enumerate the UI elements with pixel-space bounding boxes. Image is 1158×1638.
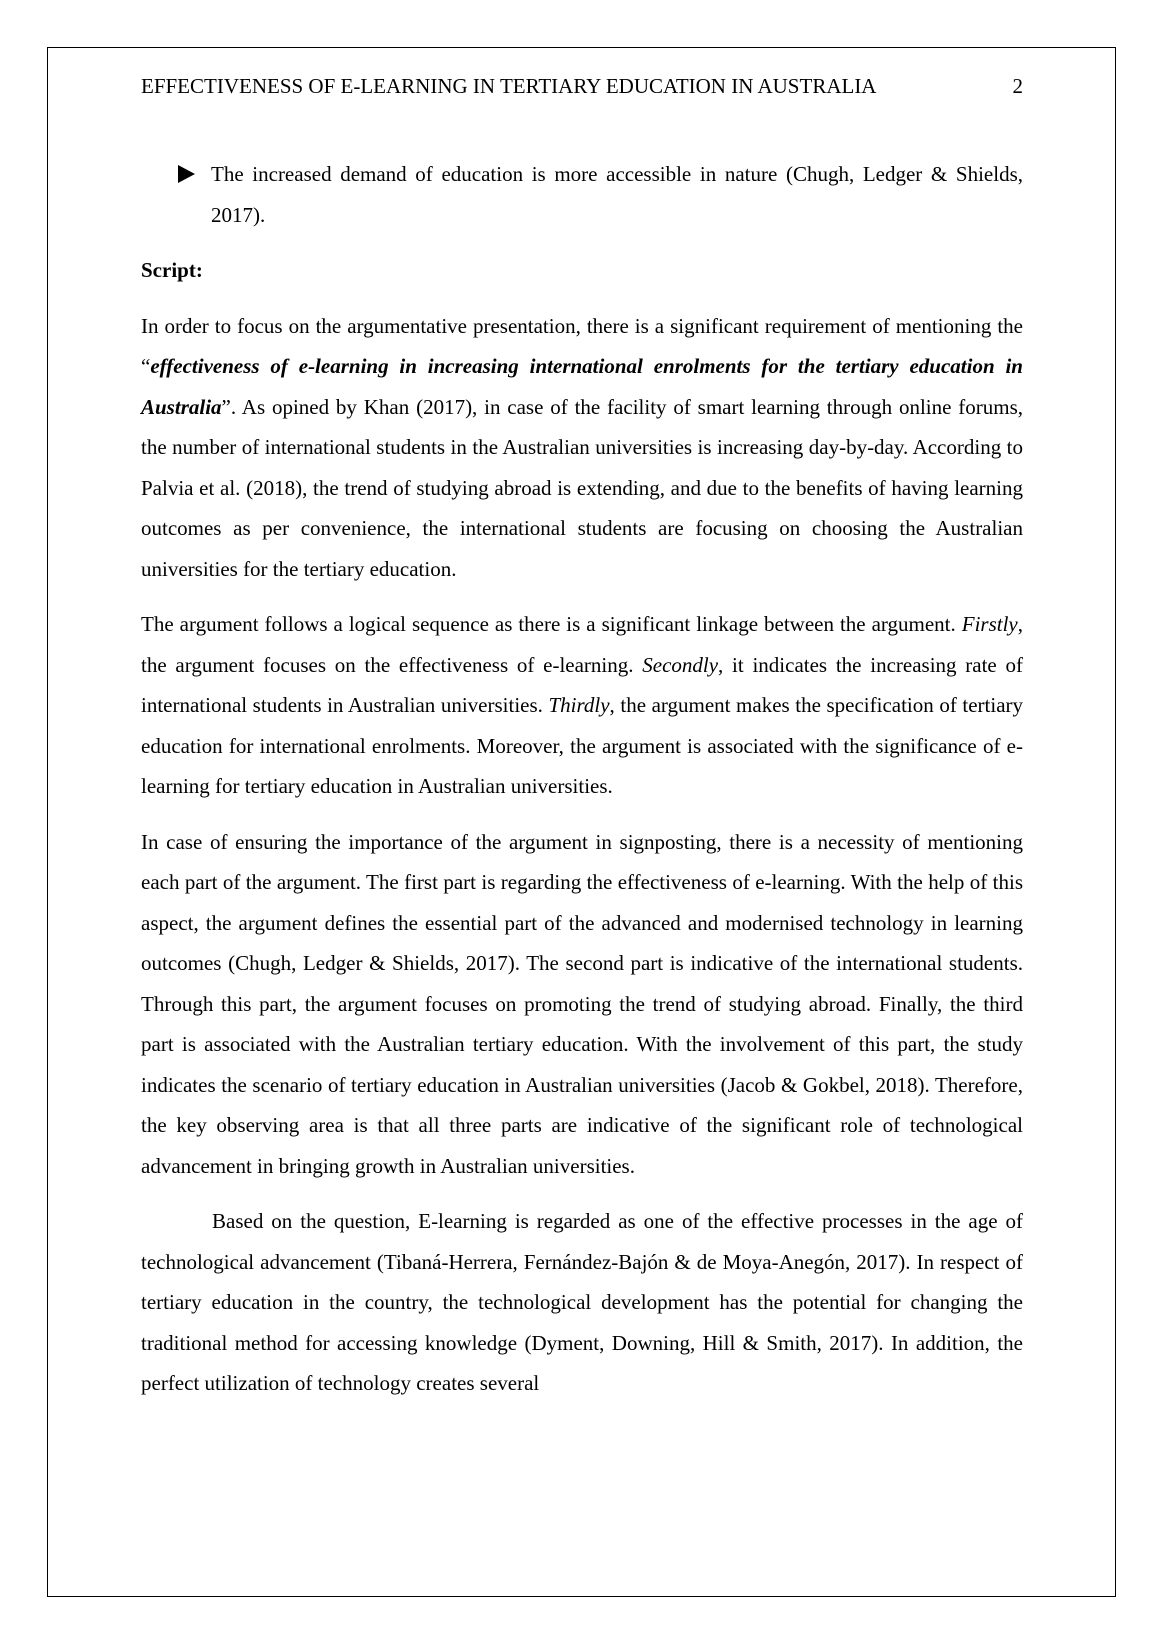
script-heading: Script: <box>141 258 203 282</box>
para2-text-g: , the argument makes the specification of tertiary education for international enrolments. Moreover, the argument is associated with the significance of e-learning for tertiary education in Australian universities. <box>141 693 1024 798</box>
para2-firstly: Firstly <box>961 612 1018 636</box>
paragraph-4: Based on the question, E-learning is regarded as one of the effective processes in the age of technological advancement (Tibaná-Herrera, Fernández-Bajón & de Moya-Anegón, 2017). In respect of tertiary education in the country, the technological development has the potential for changing the traditional method for accessing knowledge (Dyment, Downing, Hill & Smith, 2017). In addition, the perfect utilization of technology creates several <box>141 1209 1023 1395</box>
para1-text-c: ”. As opined by Khan (2017), in case of the facility of smart learning through online forums, the number of international students in the Australian universities is increasing day-by-day. According to Palvia et al. (2018), the trend of studying abroad is extending, and due to the benefits of having learning outcomes as per convenience, the international students are focusing on choosing the Australian universities for the tertiary education. <box>141 394 1023 581</box>
bullet-item <box>141 154 1023 235</box>
arrow-bullet-icon <box>141 154 211 235</box>
paragraph-1 <box>141 306 1023 590</box>
header-title: EFFECTIVENESS OF E-LEARNING IN TERTIARY EDUCATION IN AUSTRALIA <box>141 74 877 98</box>
paragraph-3: In case of ensuring the importance of the argument in signposting, there is a necessity of mentioning each part of the argument. The first part is regarding the effectiveness of e-learning. With the help of this aspect, the argument defines the essential part of the advanced and modernised technology in learning outcomes (Chugh, Ledger & Shields, 2017). The second part is indicative of the international students. Through this part, the argument focuses on promoting the trend of studying abroad. Finally, the third part is associated with the Australian tertiary education. With the involvement of this part, the study indicates the scenario of tertiary education in Australian universities (Jacob & Gokbel, 2018). Therefore, the key observing area is that all three parts are indicative of the significant role of technological advancement in bringing growth in Australian universities. <box>141 829 1023 1178</box>
document-body <box>141 66 1023 1419</box>
bullet-text: The increased demand of education is more accessible in nature (Chugh, Ledger & Shields, 2017). <box>211 162 1023 227</box>
paragraph-2 <box>141 604 1023 807</box>
page-number: 2 <box>1012 74 1023 98</box>
para2-secondly: Secondly <box>642 652 719 677</box>
para2-text-e: , it indicates the increasing rate of international students in Australian universities. <box>141 652 1023 717</box>
para2-text-a: The argument follows a logical sequence as there is a significant linkage between the argument. <box>141 612 962 636</box>
running-header <box>141 66 1023 106</box>
para1-emphasis: effectiveness of e-learning in increasing international enrolments for the tertiary education in Australia <box>141 354 1023 419</box>
para1-text-a: In order to focus on the argumentative presentation, there is a significant requirement of mentioning the “ <box>141 313 1023 378</box>
para2-thirdly: Thirdly <box>548 693 610 717</box>
para2-text-c: , the argument focuses on the effectiveness of e-learning. <box>141 612 1023 677</box>
